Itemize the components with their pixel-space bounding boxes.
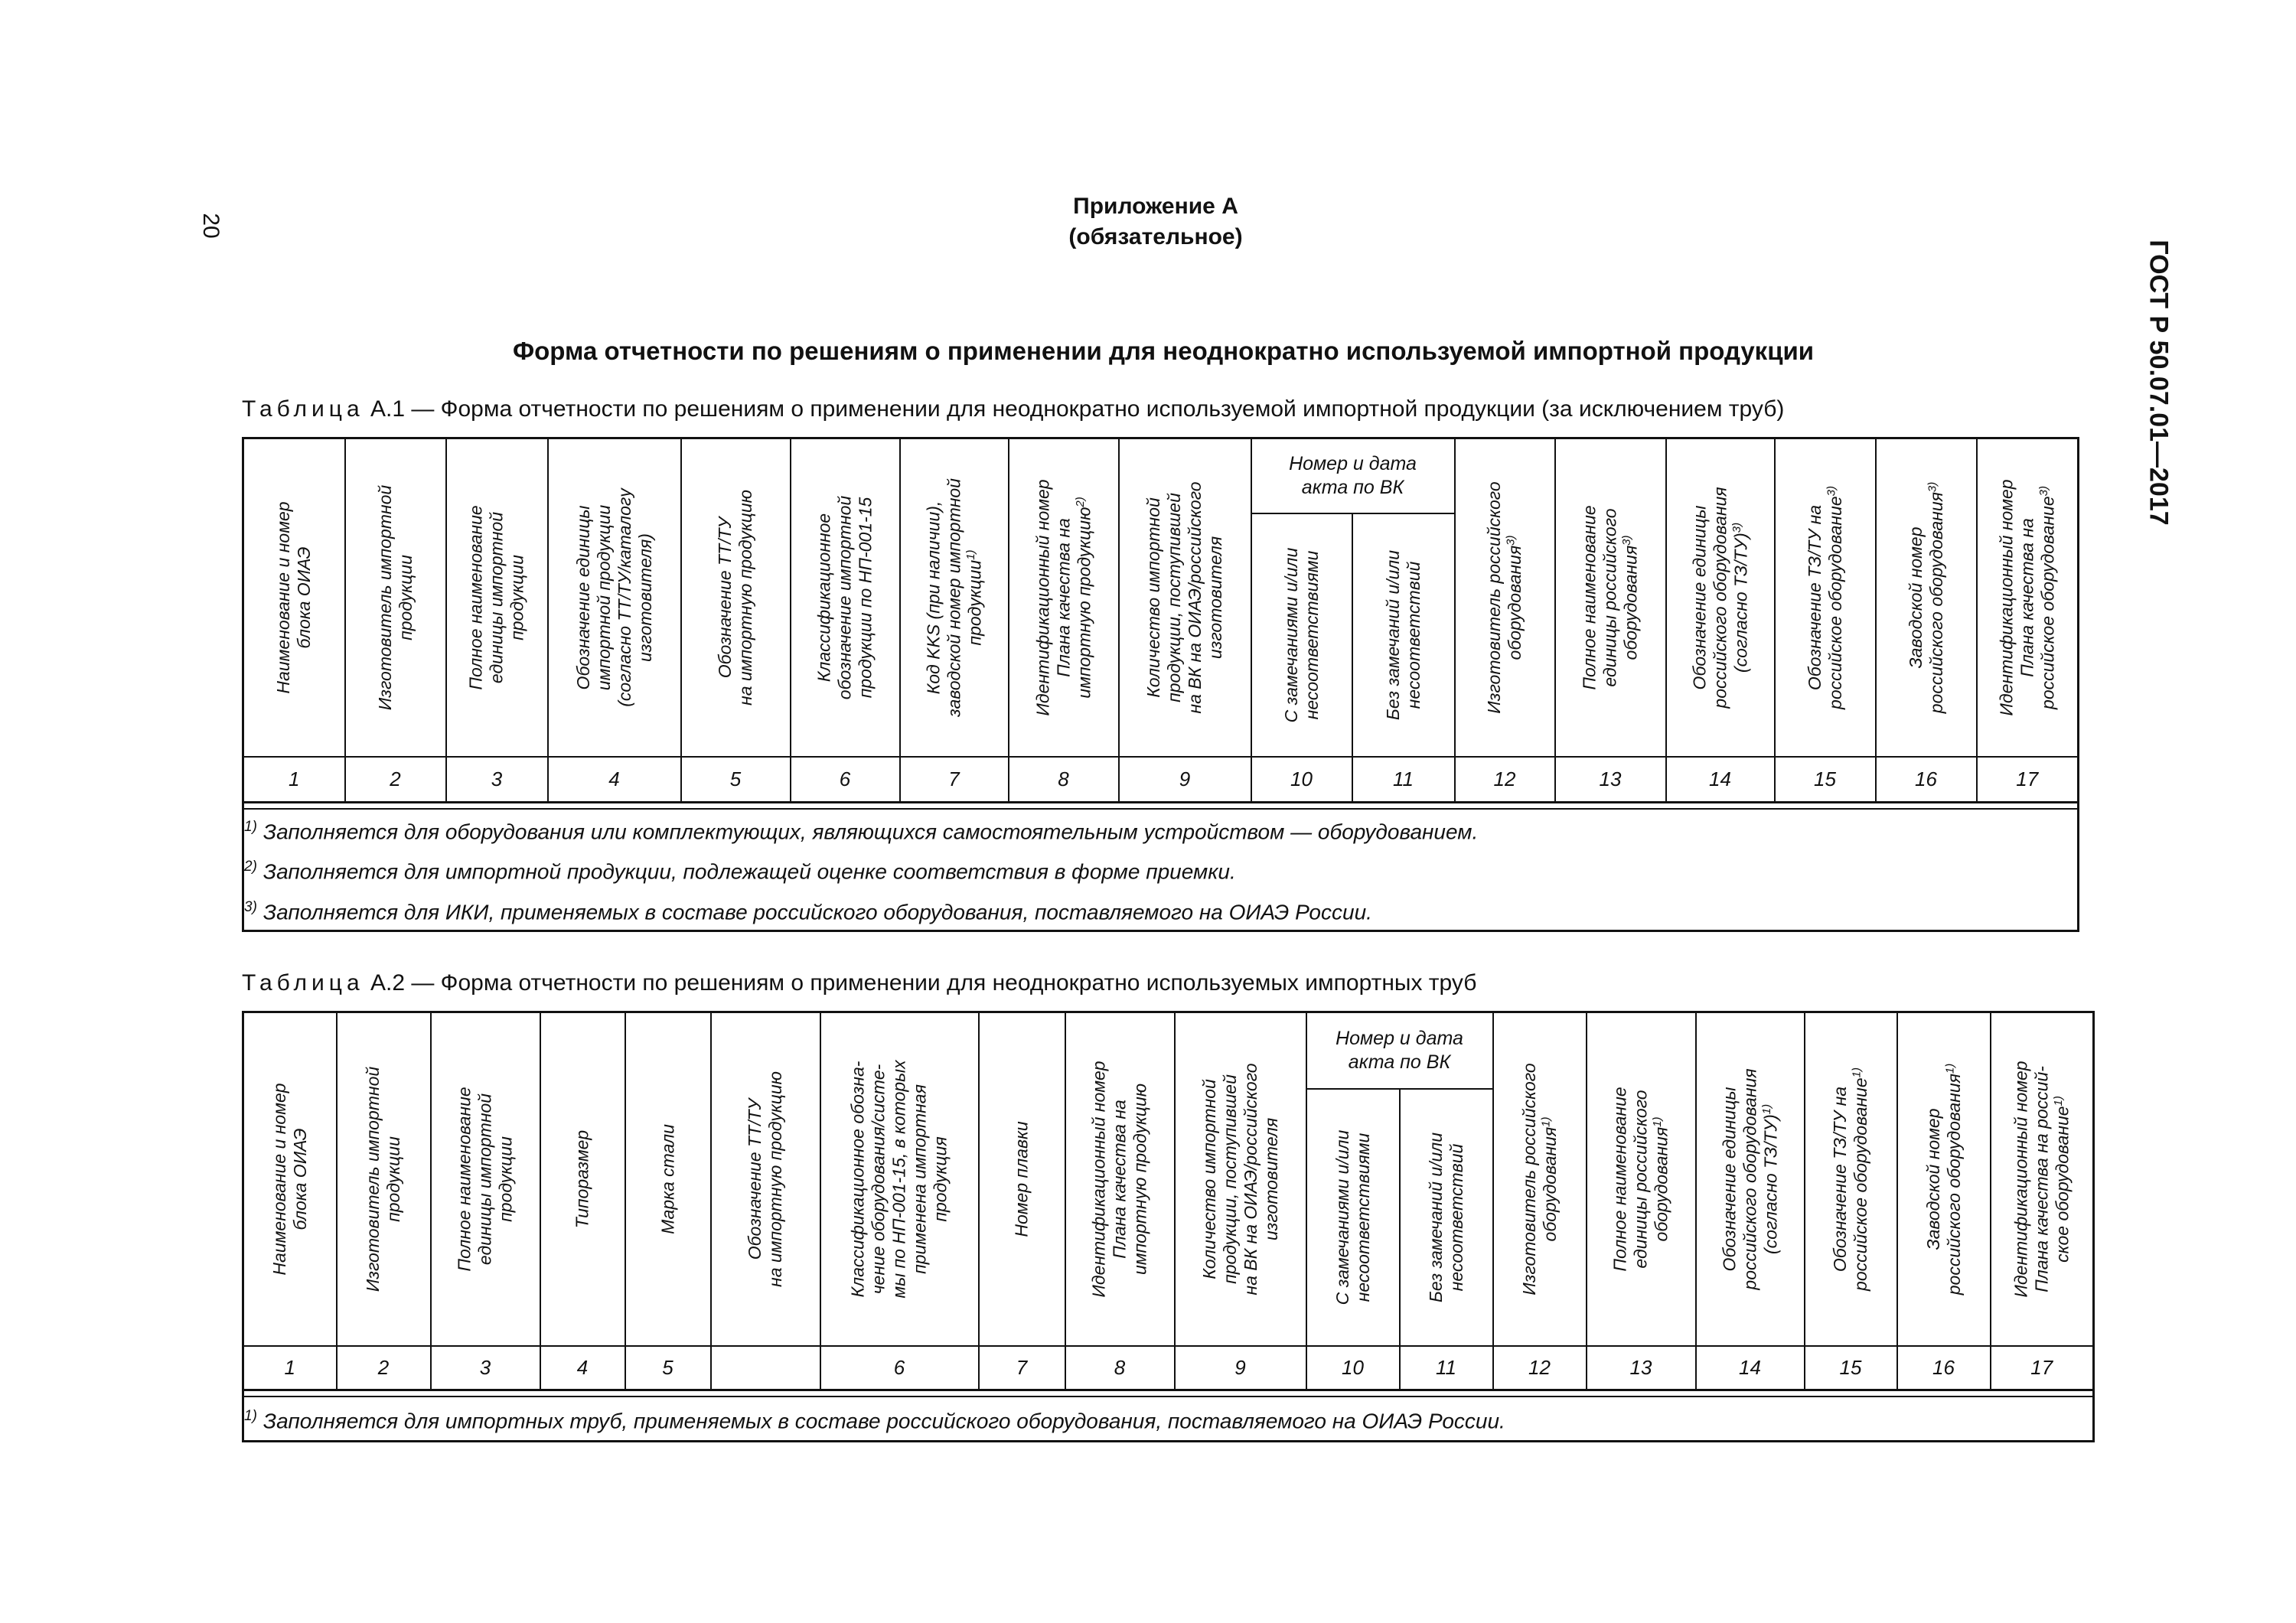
group-header-line: акта по ВК <box>1348 1051 1451 1073</box>
t1-column-number: 10 <box>1251 757 1352 803</box>
header-line: продукции по НП-001-15 <box>855 497 876 699</box>
header-line: Идентификационный номер <box>2011 1061 2031 1298</box>
form-title: Форма отчетности по решениям о применении для неоднократно используемой импортной продукции <box>512 337 1815 365</box>
footnote-ref: 1) <box>2051 1095 2065 1106</box>
t1-column-number: 9 <box>1119 757 1251 803</box>
header-line: Изготовитель российского <box>1484 481 1504 714</box>
header-line: Плана качества на <box>2017 517 2037 677</box>
footnote-ref: 3) <box>1504 535 1518 546</box>
header-line: блока ОИАЭ <box>289 1128 310 1230</box>
t1-column-header-9 <box>1119 438 1251 757</box>
t1-column-header-15 <box>1775 438 1876 757</box>
t1-column-header-2 <box>345 438 446 757</box>
header-line: Марка стали <box>657 1123 677 1234</box>
t2-column-number: 13 <box>1587 1346 1696 1390</box>
t1-column-header-14 <box>1666 438 1775 757</box>
footnote-ref: 3) <box>1619 535 1633 546</box>
t1-column-number: 17 <box>1977 757 2079 803</box>
header-line: Наименование и номер <box>269 1083 289 1276</box>
t2-column-number <box>711 1346 820 1390</box>
t2-column-header-2 <box>337 1012 431 1346</box>
t2-column-number: 16 <box>1897 1346 1991 1390</box>
header-line: оборудования$^{1)}$ <box>1538 1116 1560 1242</box>
footnote <box>244 890 2077 930</box>
header-line: продукции <box>507 554 527 640</box>
t1-column-number: 3 <box>446 757 548 803</box>
t2-column-number: 10 <box>1306 1346 1400 1390</box>
footnote-ref: 3) <box>1730 522 1743 533</box>
table2-caption-text: А.2 — Форма отчетности по решениям о применении для неоднократно используемых импортных труб <box>370 970 1477 996</box>
header-line: продукции$^{1)}$ <box>964 549 984 646</box>
t1-column-header-3 <box>446 438 548 757</box>
header-line: Обозначение ТЗ/ТУ на <box>1830 1086 1850 1272</box>
header-line: (согласно ТЗ/ТУ)$^{1)}$ <box>1760 1103 1780 1254</box>
t1-column-header-10 <box>1251 513 1352 757</box>
header-line: российского оборудования$^{1)}$ <box>1942 1063 1964 1295</box>
t2-column-number: 8 <box>1065 1346 1175 1390</box>
t2-column-header-16 <box>1805 1012 1897 1346</box>
t2-column-number: 12 <box>1493 1346 1587 1390</box>
table2-separator <box>243 1390 2094 1397</box>
footnote <box>244 849 2077 889</box>
header-line: (согласно ТТ/ТУ/каталогу <box>614 488 634 707</box>
footnote-ref: 1) <box>1760 1103 1773 1114</box>
table2-footnotes <box>243 1396 2094 1441</box>
t1-column-number: 4 <box>548 757 681 803</box>
footnote-mark: 1) <box>244 1407 257 1424</box>
t2-column-number: 11 <box>1400 1346 1493 1390</box>
footnote-ref: 1) <box>964 549 977 560</box>
footnote-text: Заполняется для ИКИ, применяемых в составе российского оборудования, поставляемого на ОИАЭ России. <box>263 899 1372 924</box>
footnote-text: Заполняется для оборудования или комплектующих, являющихся самостоятельным устройством — оборудованием. <box>263 820 1479 844</box>
header-line: Полное наименование <box>1579 505 1600 690</box>
t1-column-header-8 <box>1009 438 1119 757</box>
t1-column-number: 5 <box>681 757 791 803</box>
t1-column-number: 2 <box>345 757 446 803</box>
header-line: продукция <box>930 1136 951 1222</box>
t2-column-number: 3 <box>431 1346 540 1390</box>
header-line: Классификационное обозна- <box>847 1061 868 1298</box>
t1-column-number: 16 <box>1876 757 1977 803</box>
header-line: применена импортная <box>909 1084 930 1274</box>
t1-column-number: 1 <box>243 757 345 803</box>
header-line: оборудования$^{1)}$ <box>1650 1116 1671 1242</box>
t2-column-number: 15 <box>1805 1346 1897 1390</box>
t2-column-header-8 <box>979 1012 1065 1346</box>
header-line: заводской номер импортной <box>944 477 964 717</box>
header-line: импортную продукцию$^{2)}$ <box>1073 497 1094 699</box>
header-line: продукции <box>495 1136 516 1222</box>
header-line: Идентификационный номер <box>1032 479 1052 716</box>
t1-column-header-4 <box>548 438 681 757</box>
header-line: российского оборудования$^{3)}$ <box>1925 481 1946 714</box>
table2-caption <box>242 970 1476 996</box>
header-line: С замечаниями и/или <box>1280 547 1301 722</box>
header-line: Заводской номер <box>1923 1108 1943 1250</box>
footnote-ref: 1) <box>1942 1063 1956 1074</box>
t1-column-header-6 <box>791 438 900 757</box>
header-line: российского оборудования <box>1710 487 1730 709</box>
t1-column-header-11 <box>1352 513 1455 757</box>
header-line: Обозначение ТТ/ТУ <box>715 517 735 679</box>
t2-column-header-10 <box>1175 1012 1306 1346</box>
header-line: Идентификационный номер <box>1996 479 2017 716</box>
header-line: изготовителя) <box>634 533 655 662</box>
footnote-ref: 3) <box>1824 485 1838 497</box>
header-line: Код KKS (при наличии), <box>923 500 943 695</box>
t1-column-header-17 <box>1977 438 2079 757</box>
t2-column-number: 6 <box>820 1346 979 1390</box>
footnote-ref: 3) <box>2037 485 2050 497</box>
t2-column-number: 2 <box>337 1346 431 1390</box>
footnote <box>244 1399 2092 1439</box>
t1-column-header-13 <box>1555 438 1666 757</box>
t2-column-number: 4 <box>540 1346 625 1390</box>
t2-column-header-4 <box>540 1012 625 1346</box>
header-line: Обозначение единицы <box>1689 505 1709 690</box>
header-line: Без замечаний и/или <box>1382 549 1403 720</box>
t1-column-number: 15 <box>1775 757 1876 803</box>
header-line: несоответствиями <box>1352 1133 1373 1302</box>
header-line: (согласно ТЗ/ТУ)$^{3)}$ <box>1730 522 1750 673</box>
footnote <box>244 810 2077 849</box>
footnote-ref: 1) <box>1538 1116 1552 1127</box>
header-line: Плана качества на <box>1109 1099 1130 1259</box>
t2-column-header-13 <box>1493 1012 1587 1346</box>
table-a2 <box>242 1011 2095 1442</box>
footnote-text: Заполняется для импортной продукции, подлежащей оценке соответствия в форме приемки. <box>263 859 1236 884</box>
t2-column-header-3 <box>431 1012 540 1346</box>
header-line: несоответствий <box>1403 561 1424 709</box>
table1-caption-label: Таблица <box>242 396 364 422</box>
header-line: единицы импортной <box>475 1093 495 1265</box>
header-line: Количество импортной <box>1199 1078 1219 1279</box>
header-line: изготовителя <box>1205 536 1225 659</box>
t2-column-number: 7 <box>979 1346 1065 1390</box>
appendix-title: Приложение А <box>1073 194 1238 219</box>
header-line: единицы российского <box>1630 1090 1651 1269</box>
t1-column-number: 13 <box>1555 757 1666 803</box>
header-line: оборудования$^{3)}$ <box>1619 535 1641 660</box>
header-line: Идентификационный номер <box>1088 1061 1109 1298</box>
footnote-mark: 1) <box>244 819 257 835</box>
header-line: оборудования$^{3)}$ <box>1504 535 1525 660</box>
t2-column-number: 5 <box>625 1346 711 1390</box>
header-line: Заводской номер <box>1905 526 1926 669</box>
table1-caption <box>242 396 1784 422</box>
header-line: Изготовитель российского <box>1518 1063 1539 1295</box>
header-line: на ВК на ОИАЭ/российского <box>1185 481 1205 714</box>
header-line: Обозначение единицы <box>572 505 593 690</box>
header-line: импортной продукции <box>593 504 614 690</box>
t1-column-number: 7 <box>900 757 1009 803</box>
header-line: Количество импортной <box>1143 497 1163 698</box>
footnote-mark: 2) <box>244 859 257 875</box>
t2-column-header-18 <box>1991 1012 2094 1346</box>
header-line: Изготовитель импортной <box>374 484 395 710</box>
header-line: несоответствий <box>1446 1143 1466 1291</box>
header-line: Обозначение ТЗ/ТУ на <box>1804 504 1825 690</box>
t2-column-number: 1 <box>243 1346 337 1390</box>
table-a1 <box>242 437 2079 932</box>
header-line: российское оборудование$^{3)}$ <box>2037 485 2058 709</box>
group-header-line: акта по ВК <box>1301 476 1404 498</box>
header-line: продукции <box>395 554 416 640</box>
header-line: несоответствиями <box>1301 550 1322 719</box>
header-line: чение оборудования/систе- <box>868 1064 889 1295</box>
header-line: Полное наименование <box>465 505 486 690</box>
header-line: ское оборудование$^{1)}$ <box>2051 1095 2073 1263</box>
header-line: единицы российского <box>1600 508 1620 687</box>
header-line: С замечаниями и/или <box>1332 1129 1352 1305</box>
t2-column-number: 14 <box>1696 1346 1805 1390</box>
group-header-line: Номер и дата <box>1289 452 1417 474</box>
t1-column-number: 11 <box>1352 757 1455 803</box>
t1-column-number: 6 <box>791 757 900 803</box>
header-line: Классификационное <box>814 513 834 682</box>
t1-column-number: 8 <box>1009 757 1119 803</box>
header-line: продукции <box>383 1136 403 1222</box>
footnote-text: Заполняется для импортных труб, применяемых в составе российского оборудования, поставляемого на ОИАЭ России. <box>263 1408 1505 1432</box>
appendix-heading <box>842 191 1469 253</box>
group-header-line: Номер и дата <box>1336 1027 1463 1049</box>
t2-column-header-5 <box>625 1012 711 1346</box>
t2-column-header-12 <box>1400 1089 1493 1346</box>
footnote-ref: 3) <box>1925 481 1939 492</box>
t2-column-header-1 <box>243 1012 337 1346</box>
header-line: Обозначение единицы <box>1719 1087 1739 1272</box>
header-line: Полное наименование <box>454 1087 475 1272</box>
header-line: Обозначение ТТ/ТУ <box>745 1098 765 1260</box>
t2-column-number: 17 <box>1991 1346 2094 1390</box>
t1-column-header-16 <box>1876 438 1977 757</box>
t1-column-number: 12 <box>1455 757 1555 803</box>
footnote-ref: 1) <box>1650 1116 1664 1127</box>
header-line: на импортную продукцию <box>765 1071 785 1287</box>
page-number: 20 <box>198 213 223 239</box>
header-line: российского оборудования <box>1740 1068 1760 1290</box>
footnote-mark: 3) <box>244 898 257 915</box>
header-line: российское оборудование$^{1)}$ <box>1850 1067 1870 1291</box>
header-line: Типоразмер <box>572 1129 592 1228</box>
header-line: Полное наименование <box>1609 1087 1630 1272</box>
header-line: блока ОИАЭ <box>294 546 315 649</box>
t1-column-header-12 <box>1455 438 1555 757</box>
header-line: на импортную продукцию <box>735 489 755 706</box>
t2-column-header-11 <box>1306 1089 1400 1346</box>
header-line: на ВК на ОИАЭ/российского <box>1240 1063 1261 1295</box>
t2-column-header-14 <box>1587 1012 1696 1346</box>
table1-separator <box>243 803 2079 810</box>
header-line: Номер плавки <box>1011 1121 1032 1237</box>
t2-column-header-15 <box>1696 1012 1805 1346</box>
header-line: Без замечаний и/или <box>1425 1132 1446 1302</box>
header-line: Плана качества на <box>1053 517 1073 677</box>
header-line: импортную продукцию <box>1130 1083 1150 1275</box>
t1-column-header-5 <box>681 438 791 757</box>
table1-footnotes <box>243 809 2079 930</box>
header-line: изготовителя <box>1261 1117 1281 1240</box>
header-line: обозначение импортной <box>834 495 855 699</box>
t2-column-header-17 <box>1897 1012 1991 1346</box>
t2-column-header-6 <box>711 1012 820 1346</box>
header-line: продукции, поступившей <box>1164 492 1184 702</box>
header-line: Наименование и номер <box>273 501 294 694</box>
header-line: продукции, поступившей <box>1219 1074 1240 1284</box>
footnote-ref: 2) <box>1073 497 1087 507</box>
header-line: Изготовитель импортной <box>363 1066 383 1292</box>
footnote-ref: 1) <box>1850 1067 1864 1078</box>
table2-caption-label: Таблица <box>242 970 364 996</box>
header-line: мы по НП-001-15, в которых <box>889 1060 909 1299</box>
appendix-status: (обязательное) <box>1068 224 1243 249</box>
t2-column-header-9 <box>1065 1012 1175 1346</box>
table1-caption-text: А.1 — Форма отчетности по решениям о применении для неоднократно используемой импортной продукции (за исключением труб) <box>370 396 1785 422</box>
header-line: Плана качества на россий- <box>2031 1065 2052 1292</box>
t2-column-header-7 <box>820 1012 979 1346</box>
t2-column-number: 9 <box>1175 1346 1306 1390</box>
t1-column-header-7 <box>900 438 1009 757</box>
header-line: российское оборудование$^{3)}$ <box>1824 485 1845 709</box>
header-line: единицы импортной <box>486 511 507 683</box>
t1-column-header-1 <box>243 438 345 757</box>
t1-column-number: 14 <box>1666 757 1775 803</box>
